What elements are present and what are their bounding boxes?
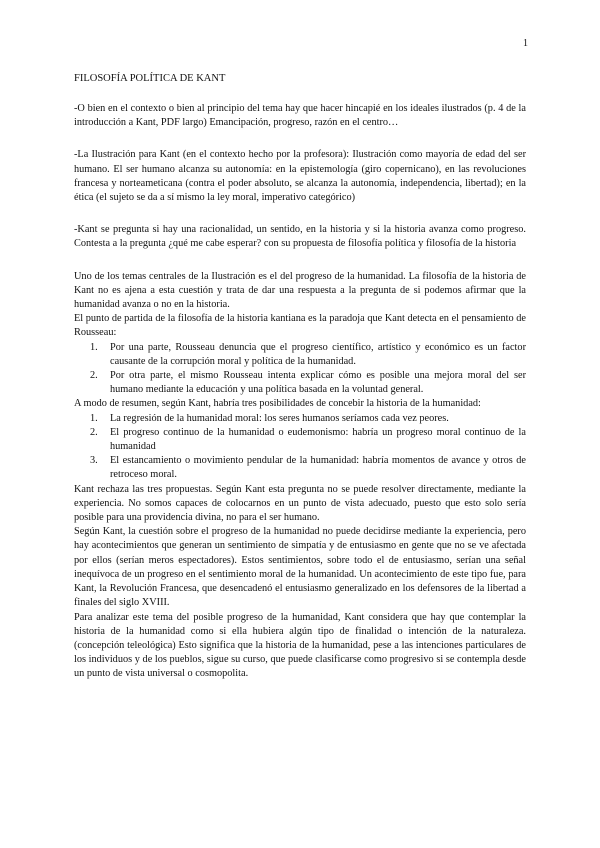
list-item-number: 2. [90,370,98,382]
body-paragraph-1: Uno de los temas centrales de la Ilustración es el del progreso de la humanidad. La filosofía de la historia de Kant no es ajena a esta cuestión y trata de dar una respuesta a la pregunta de si podemos afirmar que la humanidad avanza o no en la historia. [74,270,526,311]
list-item-text: Por una parte, Rousseau denuncia que el progreso científico, artístico y económico es un factor causante de la corrupción moral y política de la humanidad. [110,341,526,367]
list-item [74,454,526,482]
list-item [74,341,526,369]
body-paragraph-6: Para analizar este tema del posible progreso de la humanidad, Kant considera que hay que contemplar la historia de la humanidad como si ella hubiera algún tipo de finalidad o intención de la naturaleza. (concepción teleológica) Esto significa que la historia de la humanidad, pese a las intenciones particulares de los individuos y de los pueblos, sigue su curso, que puede clasificarse como progresivo si se contempla desde un punto de vista universal o cosmopolita. [74,611,526,680]
list-item-number: 1. [90,412,98,424]
document-body [74,72,526,682]
body-paragraph-5: Según Kant, la cuestión sobre el progreso de la humanidad no puede decidirse mediante la experiencia, pero hay acontecimientos que generan un sentimiento de simpatía y de entusiasmo en gente que no se ve afectada por ellos (serían meros espectadores). Estos sentimientos, sobre todo el de entusiasmo, serían una señal inequívoca de un progreso en el sentimiento moral de la humanidad. Un acontecimiento de este tipo fue, para Kant, la Revolución Francesa, que desencadenó el entusiasmo generalizado en los defensores de la libertad a finales del siglo XVIII. [74,526,526,609]
history-possibilities-list [74,412,526,483]
list-item-number: 3. [90,455,98,467]
document-title: FILOSOFÍA POLÍTICA DE KANT [74,73,226,84]
list-item [74,369,526,397]
list-item-text: El progreso continuo de la humanidad o eudemonismo: habría un progreso moral continuo de la humanidad [110,426,526,453]
intro-paragraph-2: -La Ilustración para Kant (en el contexto hecho por la profesora): Ilustración como mayoría de edad del ser humano. El ser humano alcanza su autonomía: en la epistemología (giro copernicano), en las revoluciones francesa y norteameticana (contra el poder absoluto, se alcanza la autonomía, independencia, libertad); en la ética (el sujeto se da a sí mismo la ley moral, imperativo categórico) [74,149,526,204]
body-paragraph-2: El punto de partida de la filosofía de la historia kantiana es la paradoja que Kant detecta en el pensamiento de Rousseau: [74,313,526,339]
rousseau-paradox-list [74,341,526,398]
body-paragraph-3: A modo de resumen, según Kant, habría tres posibilidades de concebir la historia de la humanidad: [74,398,481,410]
list-item-text: El estancamiento o movimiento pendular de la humanidad: habría momentos de avance y otros de retroceso moral. [110,455,526,481]
body-paragraph-4: Kant rechaza las tres propuestas. Según Kant esta pregunta no se puede resolver directamente, mediante la experiencia. No somos capaces de colocarnos en un punto de vista adecuado, puesto que esto solo sería posible para una providencia divina, no para el ser humano. [74,483,526,524]
list-item-text: Por otra parte, el mismo Rousseau intenta explicar cómo es posible una mejora moral del ser humano mediante la educación y una política basada en la voluntad general. [110,370,526,396]
list-item [74,412,526,426]
intro-paragraph-3: -Kant se pregunta si hay una racionalidad, un sentido, en la historia y si la historia avanza como progreso. Contesta a la pregunta ¿qué me cabe esperar? con su propuesta de filosofía política y filosofía de la historia [74,224,526,250]
page-number: 1 [523,38,528,49]
list-item [74,426,526,454]
list-item-number: 2. [90,426,98,438]
list-item-number: 1. [90,341,98,353]
intro-paragraph-1: -O bien en el contexto o bien al principio del tema hay que hacer hincapié en los ideales ilustrados (p. 4 de la introducción a Kant, PDF largo) Emancipación, progreso, razón en el centro… [74,103,526,129]
list-item-text: La regresión de la humanidad moral: los seres humanos seríamos cada vez peores. [110,412,449,424]
